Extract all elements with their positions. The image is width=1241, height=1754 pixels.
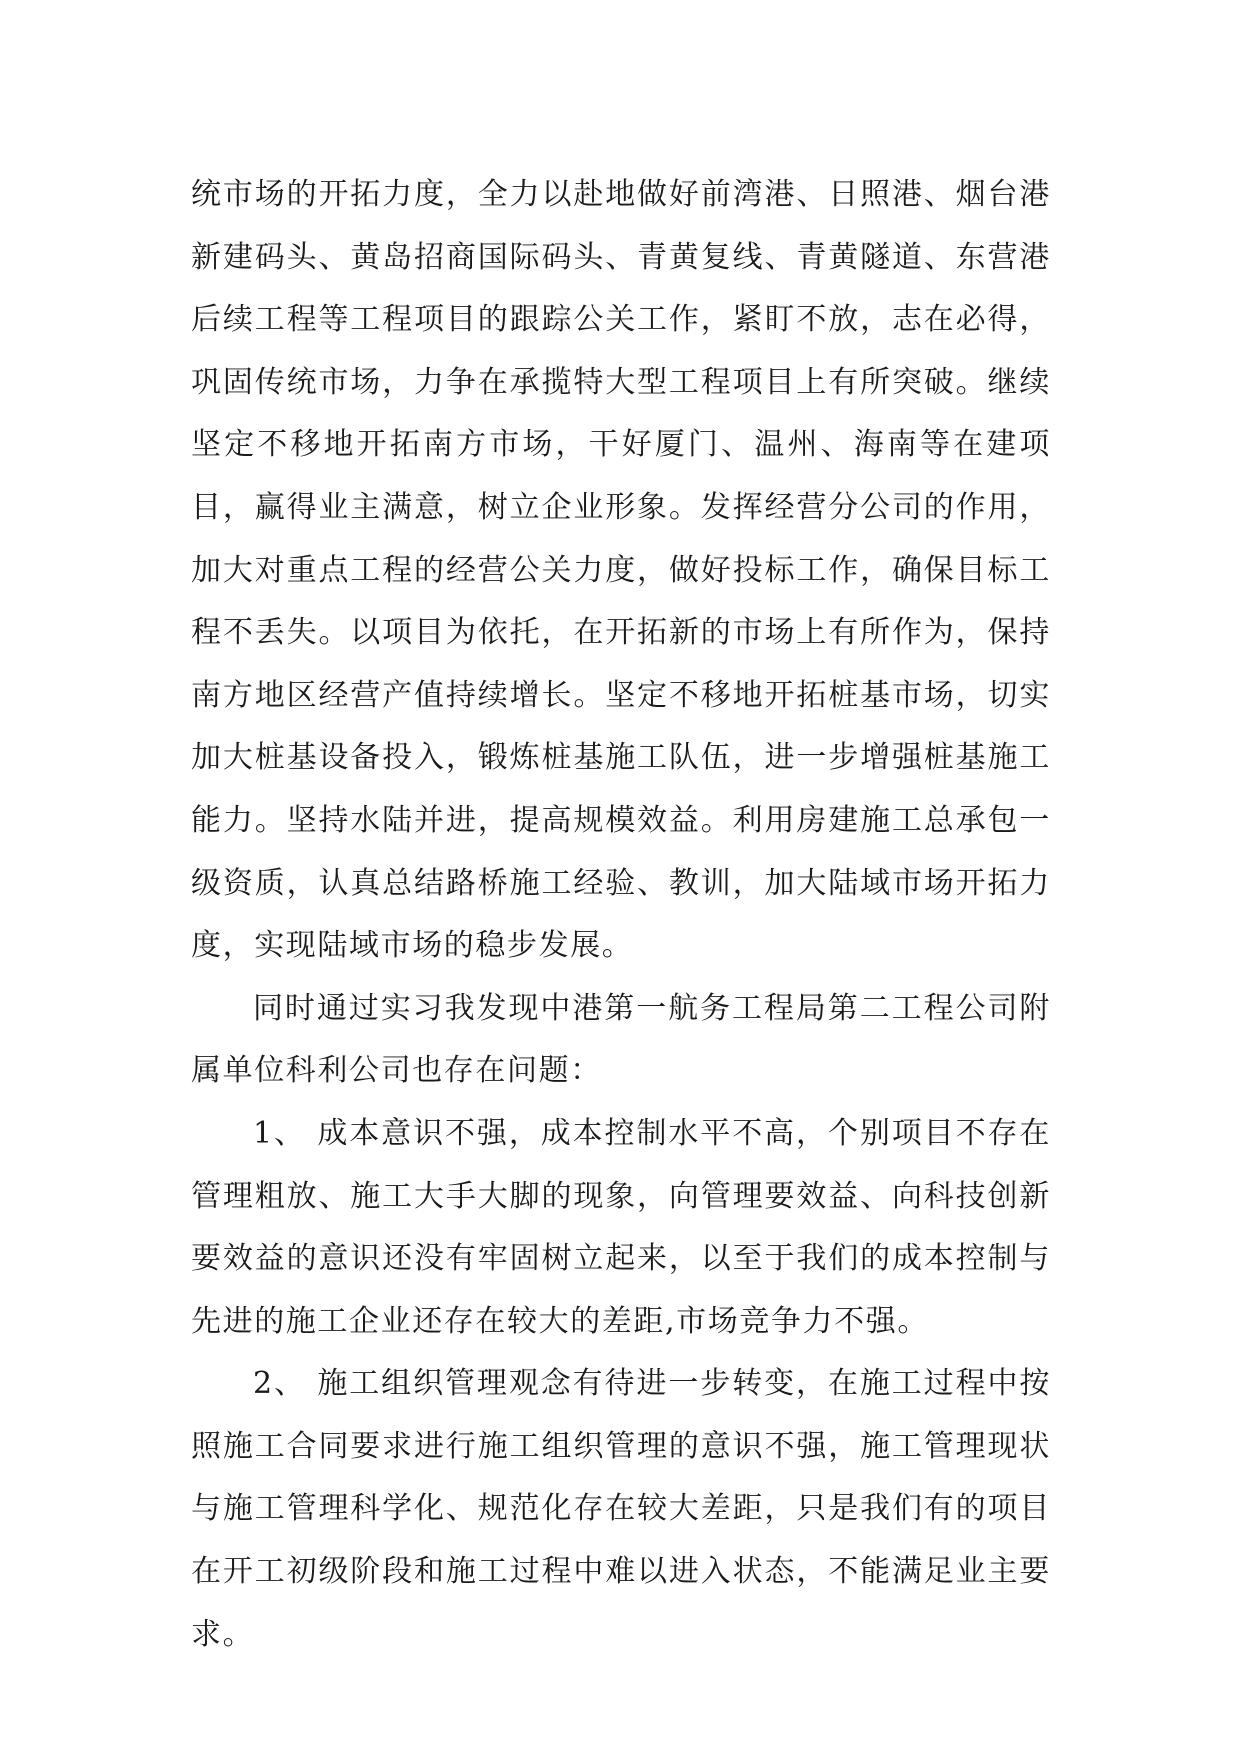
paragraph-problem-cost-awareness: 1、 成本意识不强，成本控制水平不高，个别项目不存在管理粗放、施工大手大脚的现象，向管理要效益、向科技创新要效益的意识还没有牢固树立起来，以至于我们的成本控制与先进的施工企业还存在较大的差距,市场竞争力不强。	[191, 1115, 1051, 1339]
document-body	[191, 164, 1051, 1666]
paragraph-market-expansion: 统市场的开拓力度，全力以赴地做好前湾港、日照港、烟台港新建码头、黄岛招商国际码头、青黄复线、青黄隧道、东营港后续工程等工程项目的跟踪公关工作，紧盯不放，志在必得，巩固传统市场，力争在承揽特大型工程项目上有所突破。继续坚定不移地开拓南方市场，干好厦门、温州、海南等在建项目，赢得业主满意，树立企业形象。发挥经营分公司的作用，加大对重点工程的经营公关力度，做好投标工作，确保目标工程不丢失。以项目为依托，在开拓新的市场上有所作为，保持南方地区经营产值持续增长。坚定不移地开拓桩基市场，切实加大桩基设备投入，锻炼桩基施工队伍，进一步增强桩基施工能力。坚持水陆并进，提高规模效益。利用房建施工总承包一级资质，认真总结路桥施工经验、教训，加大陆域市场开拓力度，实现陆域市场的稳步发展。	[191, 177, 1051, 964]
paragraph-problem-construction-management: 2、 施工组织管理观念有待进一步转变，在施工过程中按照施工合同要求进行施工组织管理的意识不强，施工管理现状与施工管理科学化、规范化存在较大差距，只是我们有的项目在开工初级阶段和施工过程中难以进入状态，不能满足业主要求。	[191, 1366, 1051, 1652]
paragraph-problems-intro: 同时通过实习我发现中港第一航务工程局第二工程公司附属单位科利公司也存在问题：	[191, 990, 1051, 1089]
